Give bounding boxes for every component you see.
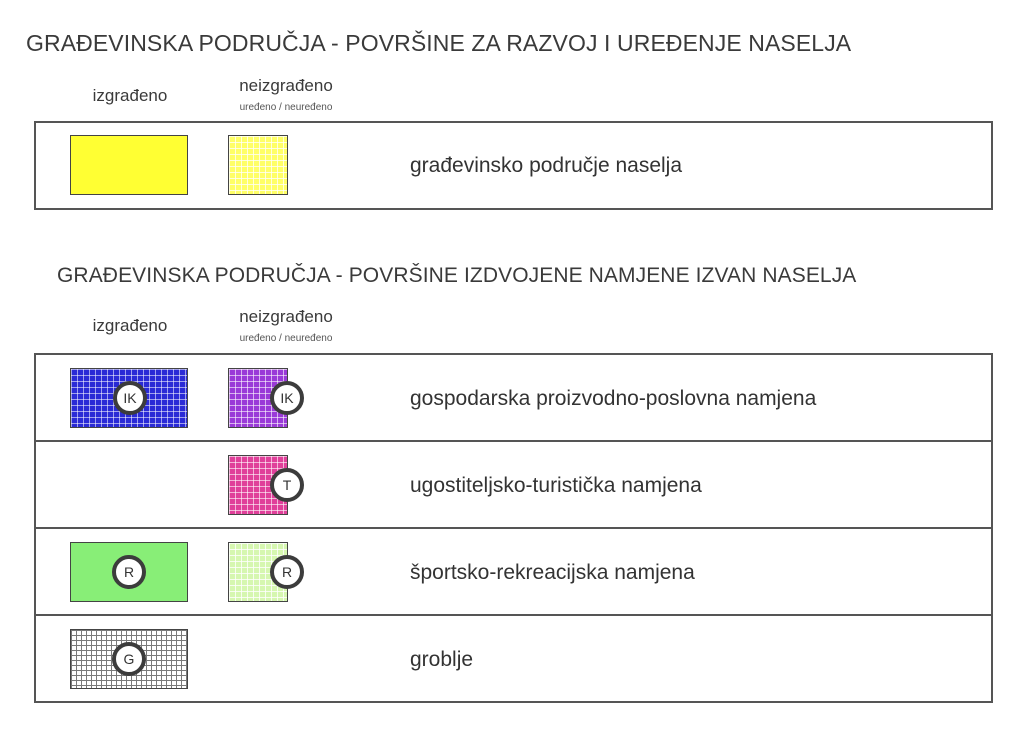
code-badge-ik-built: IK xyxy=(113,381,147,415)
section2-col-unbuilt-sub: uređeno / neuređeno xyxy=(239,333,333,344)
section1-col-unbuilt: neizgrađeno xyxy=(239,76,333,95)
row-label-gospodarska: gospodarska proizvodno-poslovna namjena xyxy=(410,387,817,410)
section2-title: GRAĐEVINSKA PODRUČJA - POVRŠINE IZDVOJENE NAMJENE IZVAN NASELJA xyxy=(57,264,857,287)
section2-col-built: izgrađeno xyxy=(92,316,168,335)
code-badge-t-unbuilt: T xyxy=(270,468,304,502)
section1-col-built: izgrađeno xyxy=(92,86,168,105)
row-label-groblje: groblje xyxy=(410,648,474,671)
code-badge-ik-unbuilt: IK xyxy=(270,381,304,415)
row-label-naselje: građevinsko područje naselja xyxy=(410,154,683,177)
row-divider xyxy=(34,527,993,529)
code-badge-r-built: R xyxy=(112,555,146,589)
section1-title: GRAĐEVINSKA PODRUČJA - POVRŠINE ZA RAZVOJ I UREĐENJE NASELJA xyxy=(26,30,852,56)
code-badge-r-unbuilt: R xyxy=(270,555,304,589)
row-label-sportska: športsko-rekreacijska namjena xyxy=(410,561,695,584)
section1-col-unbuilt-sub: uređeno / neuređeno xyxy=(239,102,333,113)
row-divider xyxy=(34,440,993,442)
row-label-ugostiteljska: ugostiteljsko-turistička namjena xyxy=(410,474,702,497)
code-badge-g-built: G xyxy=(112,642,146,676)
row-divider xyxy=(34,614,993,616)
section2-col-unbuilt: neizgrađeno xyxy=(239,307,333,326)
swatch-built-naselje xyxy=(70,135,188,195)
swatch-unbuilt-naselje xyxy=(228,135,288,195)
